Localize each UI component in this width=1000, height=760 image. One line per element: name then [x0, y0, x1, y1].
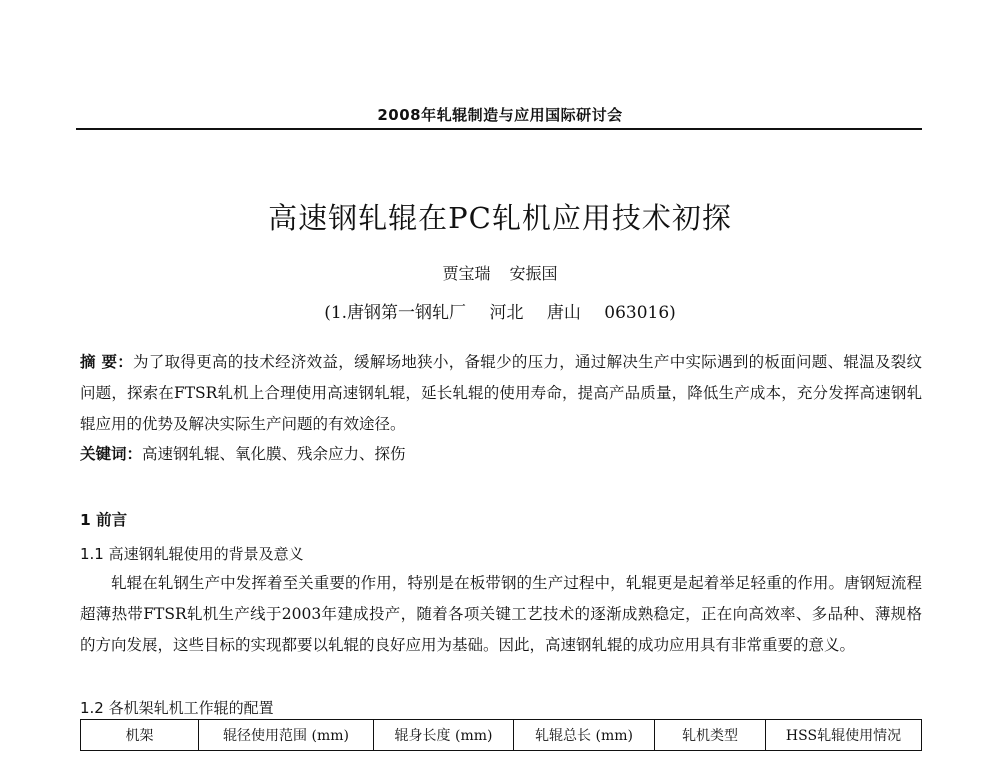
authors: 贾宝瑞 安振国	[442, 264, 558, 283]
section-heading-1-1: 1.1 高速钢轧辊使用的背景及意义	[80, 545, 304, 563]
abstract	[80, 347, 922, 440]
table-header-cell: 机架	[81, 720, 199, 751]
keywords-label: 关键词：	[80, 445, 143, 463]
table-header-cell: 轧辊总长 (mm)	[514, 720, 655, 751]
section-heading-1: 1 前言	[80, 511, 128, 529]
header-rule	[76, 128, 922, 130]
table-header-cell: 轧机类型	[655, 720, 766, 751]
abstract-text: 为了取得更高的技术经济效益，缓解场地狭小，备辊少的压力，通过解决生产中实际遇到的板面问题、辊温及裂纹问题，探索在FTSR轧机上合理使用高速钢轧辊，延长轧辊的使用寿命，提高产品质量，降低生产成本，充分发挥高速钢轧辊应用的优势及解决实际生产问题的有效途径。	[80, 353, 922, 433]
roll-config-table	[80, 719, 922, 751]
paper-title: 高速钢轧辊在PC轧机应用技术初探	[268, 201, 732, 235]
section-1-1-paragraph: 轧辊在轧钢生产中发挥着至关重要的作用，特别是在板带钢的生产过程中，轧辊更是起着举足轻重的作用。唐钢短流程超薄热带FTSR轧机生产线于2003年建成投产，随着各项关键工艺技术的逐渐成熟稳定，正在向高效率、多品种、薄规格的方向发展，这些目标的实现都要以轧辊的良好应用为基础。因此，高速钢轧辊的成功应用具有非常重要的意义。	[80, 574, 922, 654]
keywords	[80, 441, 922, 467]
keywords-text: 高速钢轧辊、氧化膜、残余应力、探伤	[142, 445, 406, 463]
table-header-cell: HSS轧辊使用情况	[766, 720, 922, 751]
section-heading-1-2: 1.2 各机架轧机工作辊的配置	[80, 699, 274, 717]
table-header-row	[81, 720, 922, 751]
table-header-cell: 辊径使用范围 (mm)	[199, 720, 374, 751]
affiliation: (1.唐钢第一钢轧厂 河北 唐山 063016)	[324, 303, 676, 323]
table-header-cell: 辊身长度 (mm)	[374, 720, 514, 751]
abstract-label: 摘 要：	[80, 353, 134, 371]
conference-header: 2008年轧辊制造与应用国际研讨会	[377, 106, 623, 124]
